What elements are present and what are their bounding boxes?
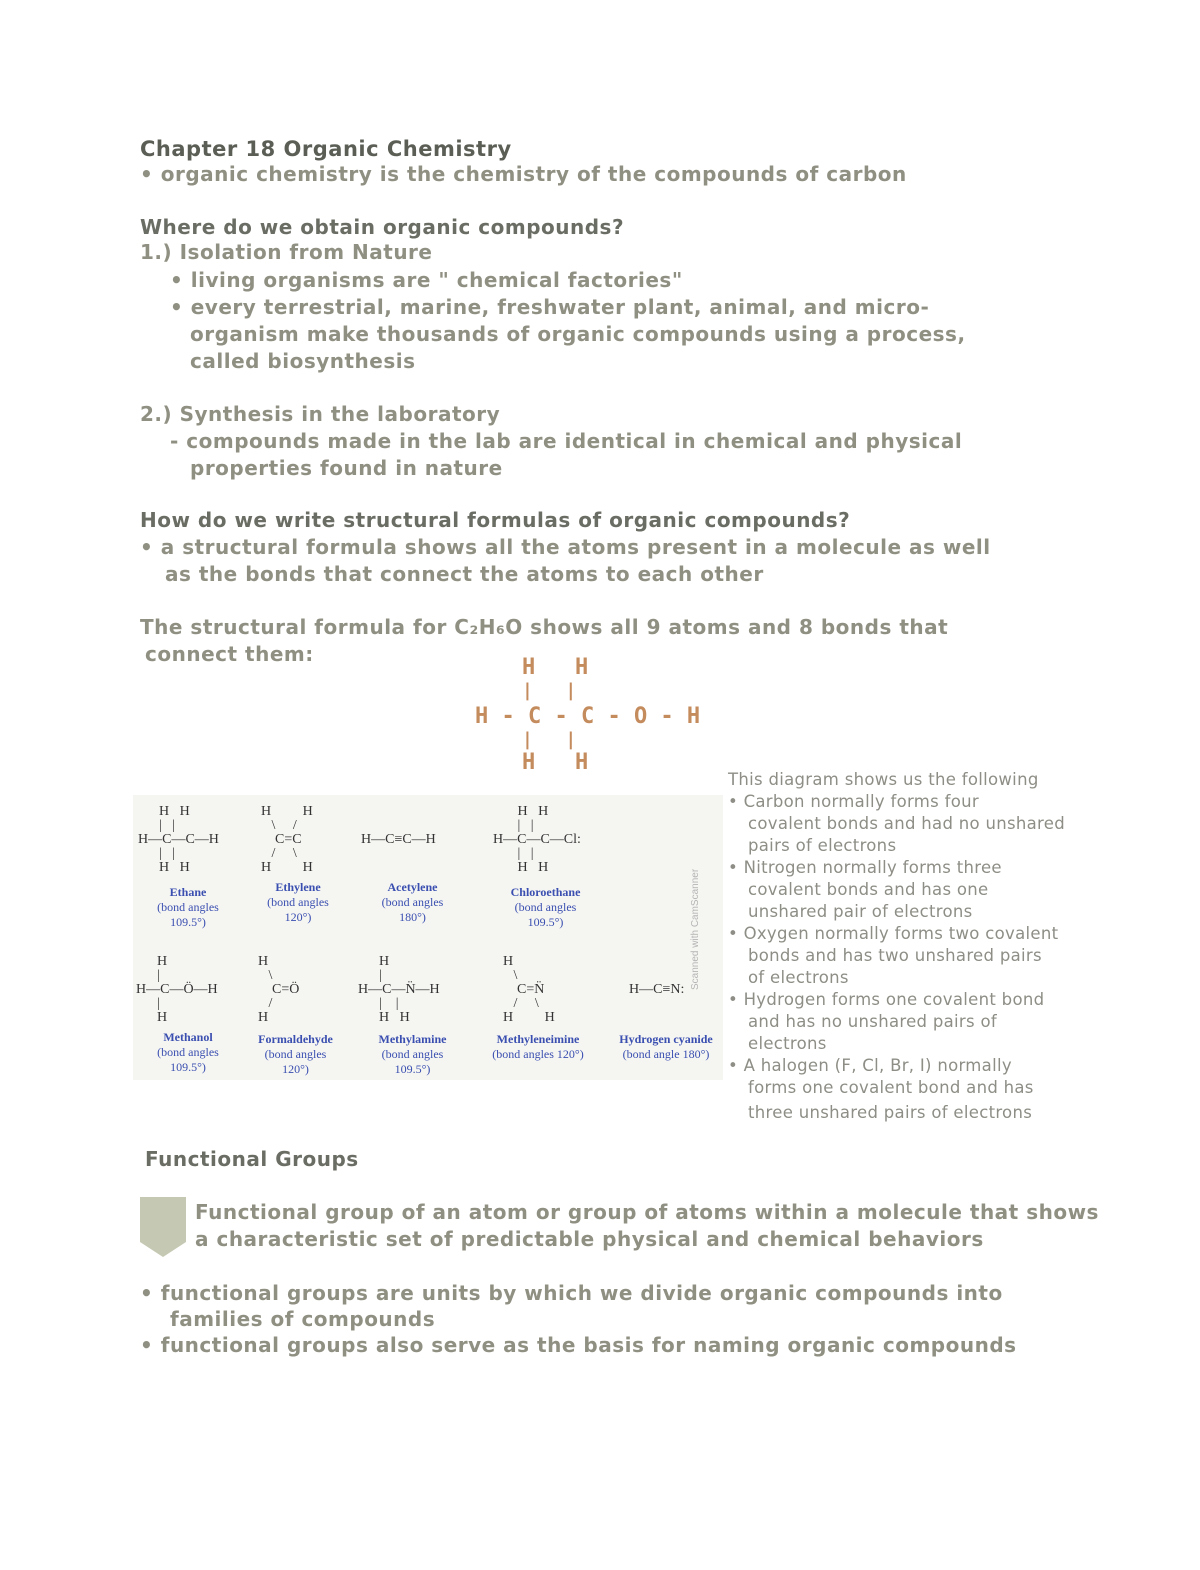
molecule-name: Methylamine <box>378 1032 447 1046</box>
diagram-note-line: covalent bonds and has one <box>748 880 989 899</box>
molecule-name: Chloroethane <box>510 885 581 899</box>
molecule-diagram-panel <box>133 795 723 1080</box>
bond-angle: (bond angles 120°) <box>264 1047 327 1076</box>
diagram-note-line: covalent bonds and had no unshared <box>748 814 1065 833</box>
synthesis-bullet: - compounds made in the lab are identical in chemical and physical <box>170 429 963 453</box>
callout-marker-icon <box>140 1197 186 1257</box>
ethanol-bottom-bonds: | | <box>522 729 577 750</box>
obtain-heading: Where do we obtain organic compounds? <box>140 215 625 239</box>
ethanol-top-bonds: | | <box>522 680 577 701</box>
bond-angle: (bond angles 180°) <box>381 895 444 924</box>
structural-heading: How do we write structural formulas of organic compounds? <box>140 508 851 532</box>
diagram-note-line: forms one covalent bond and has <box>748 1078 1034 1097</box>
scanner-watermark: Scanned with CamScanner <box>690 868 701 990</box>
methyleneimine-caption <box>483 1032 593 1062</box>
formula-sentence: The structural formula for C₂H₆O shows all 9 atoms and 8 bonds that <box>140 615 949 639</box>
diagram-note-line: unshared pair of electrons <box>748 902 973 921</box>
ethylene-structure: H H \ / C=C / \ H H <box>261 804 313 875</box>
methylamine-caption <box>365 1032 460 1077</box>
synthesis-heading: 2.) Synthesis in the laboratory <box>140 402 501 426</box>
bond-angle: (bond angles 109.5°) <box>381 1047 444 1076</box>
structural-definition: • a structural formula shows all the atoms present in a molecule as well <box>140 535 991 559</box>
chloroethane-caption <box>498 885 593 930</box>
acetylene-caption <box>365 880 460 925</box>
diagram-note-line: • A halogen (F, Cl, Br, I) normally <box>728 1056 1012 1075</box>
functional-bullet: • functional groups also serve as the basis for naming organic compounds <box>140 1333 1017 1357</box>
chapter-definition: • organic chemistry is the chemistry of the compounds of carbon <box>140 162 907 186</box>
ethylene-caption <box>253 880 343 925</box>
molecule-name: Methanol <box>163 1030 213 1044</box>
functional-group-definition: a characteristic set of predictable physical and chemical behaviors <box>195 1227 984 1251</box>
bond-angle: (bond angles 109.5°) <box>157 900 219 929</box>
formaldehyde-caption <box>248 1032 343 1077</box>
molecule-name: Ethane <box>169 885 207 899</box>
ethanol-top-atoms: H H <box>522 655 589 680</box>
hydrogen-cyanide-caption <box>611 1032 721 1062</box>
ethane-caption <box>143 885 233 930</box>
molecule-name: Methyleneimine <box>496 1032 580 1046</box>
isolation-heading: 1.) Isolation from Nature <box>140 240 433 264</box>
diagram-note-line: • Nitrogen normally forms three <box>728 858 1002 877</box>
chloroethane-structure: H H | | H—C—C—Cl: | | H H <box>493 804 581 875</box>
diagram-note-line: of electrons <box>748 968 849 987</box>
molecule-name: Acetylene <box>387 880 438 894</box>
isolation-bullet: • every terrestrial, marine, freshwater plant, animal, and micro- <box>170 295 930 319</box>
diagram-notes-intro: This diagram shows us the following <box>728 770 1039 789</box>
isolation-bullet: organism make thousands of organic compounds using a process, <box>190 322 966 346</box>
bond-angle: (bond angles 120°) <box>267 895 329 924</box>
formula-sentence: connect them: <box>145 642 314 666</box>
ethane-structure: H H | | H—C—C—H | | H H <box>138 804 219 875</box>
diagram-note-line: • Hydrogen forms one covalent bond <box>728 990 1045 1009</box>
acetylene-structure: H—C≡C—H <box>361 832 436 847</box>
bond-angle: (bond angle 180°) <box>622 1047 710 1061</box>
ethanol-main-chain: H - C - C - O - H <box>475 704 701 729</box>
hydrogen-cyanide-structure: H—C≡N: <box>629 982 685 997</box>
diagram-note-line: • Carbon normally forms four <box>728 792 979 811</box>
ethanol-bottom-atoms: H H <box>522 750 589 775</box>
chapter-title: Chapter 18 Organic Chemistry <box>140 137 512 161</box>
diagram-note-line: bonds and has two unshared pairs <box>748 946 1042 965</box>
diagram-note-line: three unshared pairs of electrons <box>748 1103 1033 1122</box>
bond-angle: (bond angles 109.5°) <box>514 900 577 929</box>
functional-bullet: families of compounds <box>170 1307 436 1331</box>
structural-definition: as the bonds that connect the atoms to each other <box>165 562 764 586</box>
formaldehyde-structure: H \ C=Ö / H <box>258 954 300 1025</box>
bond-angle: (bond angles 120°) <box>492 1047 584 1061</box>
isolation-bullet: called biosynthesis <box>190 349 416 373</box>
molecule-name: Hydrogen cyanide <box>619 1032 713 1046</box>
functional-group-definition: Functional group of an atom or group of atoms within a molecule that shows <box>195 1200 1099 1224</box>
functional-groups-heading: Functional Groups <box>145 1147 359 1171</box>
molecule-name: Formaldehyde <box>258 1032 333 1046</box>
synthesis-bullet: properties found in nature <box>190 456 503 480</box>
diagram-note-line: electrons <box>748 1034 827 1053</box>
methanol-caption <box>143 1030 233 1075</box>
diagram-note-line: • Oxygen normally forms two covalent <box>728 924 1059 943</box>
molecule-name: Ethylene <box>275 880 321 894</box>
functional-bullet: • functional groups are units by which we divide organic compounds into <box>140 1281 1003 1305</box>
methanol-structure: H | H—C—Ö—H | H <box>136 954 218 1025</box>
diagram-note-line: pairs of electrons <box>748 836 897 855</box>
methyleneimine-structure: H \ C=N̈ / \ H H <box>503 954 555 1025</box>
methylamine-structure: H | H—C—N̈—H | | H H <box>358 954 440 1025</box>
diagram-note-line: and has no unshared pairs of <box>748 1012 997 1031</box>
isolation-bullet: • living organisms are " chemical factories" <box>170 268 683 292</box>
bond-angle: (bond angles 109.5°) <box>157 1045 219 1074</box>
